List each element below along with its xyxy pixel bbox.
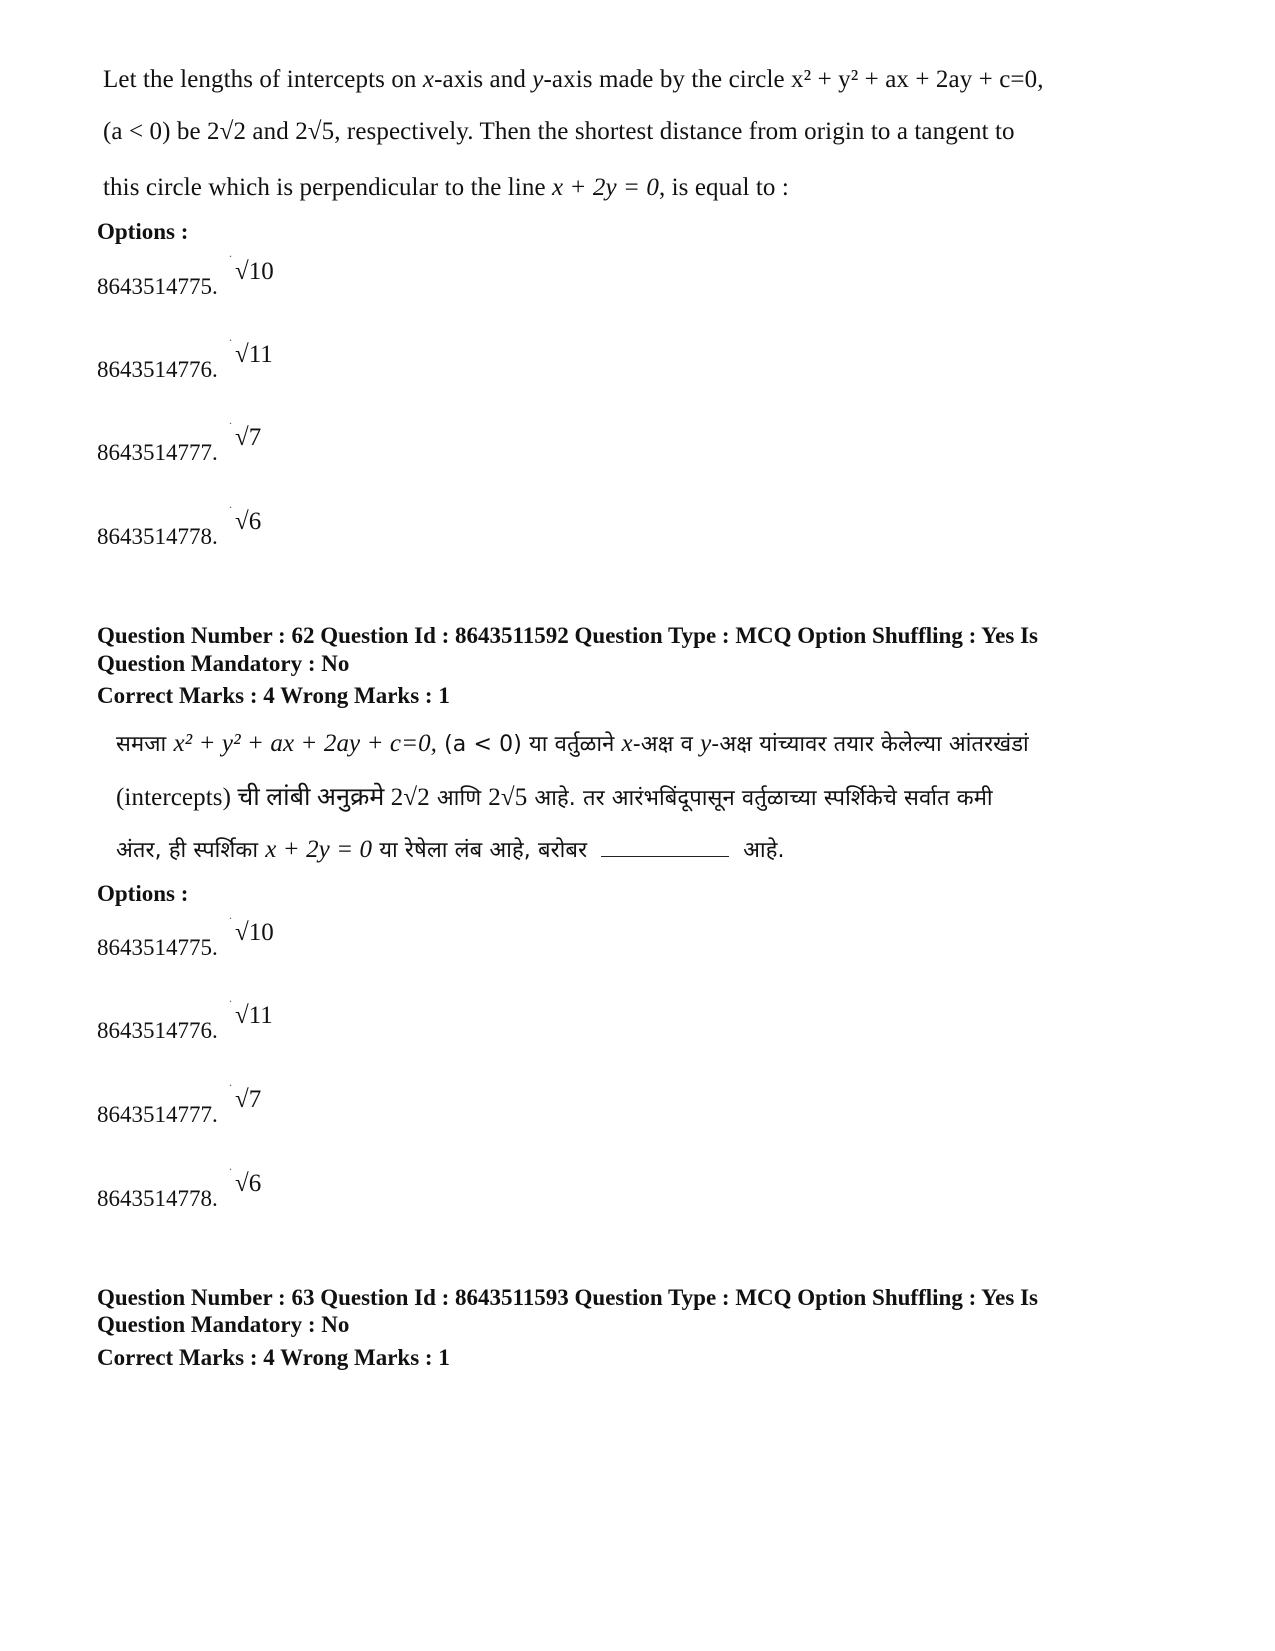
option-id: 8643514778.: [97, 524, 218, 549]
q63-header-line1: Question Number : 63 Question Id : 8643511593 Question Type : MCQ Option Shuffling : Yes Is: [97, 1285, 1038, 1310]
tick-mark: .: [229, 1159, 232, 1173]
q61-text-segment: , respectively. Then the shortest distance from origin to a tangent to: [334, 118, 1015, 145]
q62-marathi-line2: [116, 770, 993, 826]
q61-text-line3: [103, 160, 789, 215]
q62-text-segment: -अक्ष व: [632, 732, 701, 757]
option-id: 8643514776.: [97, 1018, 218, 1043]
var-y: y: [700, 730, 712, 757]
intercept-y-value: 2√5: [295, 118, 335, 145]
q62-text-segment: (a < 0) या वर्तुळाने: [437, 732, 622, 757]
q61-text-segment: and: [246, 118, 296, 145]
q63-header-line2: Question Mandatory : No: [97, 1312, 350, 1337]
q62-header-line1: Question Number : 62 Question Id : 8643511592 Question Type : MCQ Option Shuffling : Yes Is: [97, 623, 1038, 648]
answer-blank: [601, 838, 729, 857]
option-value: √10: [235, 258, 274, 285]
q62-text-segment: आहे. तर आरंभबिंदूपासून वर्तुळाच्या स्पर्शिकेचे सर्वात कमी: [527, 786, 993, 811]
option-id: 8643514778.: [97, 1186, 218, 1211]
q61-text-segment: Let the lengths of intercepts on: [103, 66, 423, 93]
q62-text-segment: -अक्ष यांच्यावर तयार केलेल्या आंतरखंडां: [711, 732, 1029, 757]
q62-text-segment: अंतर, ही स्पर्शिका: [116, 838, 266, 863]
q61-text-line1: [103, 52, 1044, 107]
option-value: √7: [235, 424, 262, 451]
intercept-y-value: 2√5: [488, 784, 528, 811]
var-x: x: [621, 730, 633, 757]
tick-mark: .: [229, 246, 232, 260]
q62-text-segment: या रेषेला लंब आहे, बरोबर: [372, 838, 588, 863]
intercept-x-value: 2√2: [207, 118, 247, 145]
option-id: 8643514777.: [97, 1102, 218, 1127]
option-id: 8643514776.: [97, 357, 218, 382]
q62-text-segment: समजा: [116, 732, 174, 757]
tick-mark: .: [229, 497, 232, 511]
q61-text-segment: -axis made by the circle: [543, 66, 792, 93]
option-id: 8643514775.: [97, 274, 218, 299]
q62-marks: Correct Marks : 4 Wrong Marks : 1: [97, 683, 450, 708]
option-value: √11: [235, 341, 273, 368]
option-value: √10: [235, 919, 274, 946]
q62-marathi-line3: [116, 822, 785, 878]
option-id: 8643514775.: [97, 935, 218, 960]
tick-mark: .: [229, 413, 232, 427]
circle-equation: x² + y² + ax + 2ay + c=0,: [791, 66, 1044, 93]
q63-marks: Correct Marks : 4 Wrong Marks : 1: [97, 1345, 450, 1370]
options-label: Options :: [97, 881, 189, 906]
q61-text-segment: (a < 0) be: [103, 118, 208, 145]
line-equation: x + 2y = 0: [552, 174, 659, 201]
q61-text-segment: this circle which is perpendicular to the line: [103, 174, 552, 201]
q62-text-segment: आहे.: [743, 838, 785, 863]
tick-mark: .: [229, 991, 232, 1005]
line-equation: x + 2y = 0: [265, 836, 373, 863]
options-label: Options :: [97, 219, 189, 244]
q62-marathi-line1: [116, 716, 1029, 772]
q62-text-segment: (intercepts) ची लांबी अनुक्रमे: [116, 784, 391, 811]
q61-text-segment: -axis and: [434, 66, 533, 93]
option-value: √6: [235, 508, 262, 535]
q62-header-line2: Question Mandatory : No: [97, 651, 350, 676]
option-value: √11: [235, 1002, 273, 1029]
var-x: x: [422, 66, 435, 93]
tick-mark: .: [229, 908, 232, 922]
tick-mark: .: [229, 1075, 232, 1089]
option-value: √7: [235, 1086, 262, 1113]
q61-text-line2: [103, 104, 1015, 159]
option-value: √6: [235, 1170, 262, 1197]
q62-text-segment: आणि: [429, 786, 489, 811]
intercept-x-value: 2√2: [390, 784, 430, 811]
tick-mark: .: [229, 330, 232, 344]
var-y: y: [532, 66, 544, 93]
q61-text-segment: , is equal to :: [658, 174, 789, 201]
circle-equation: x² + y² + ax + 2ay + c=0,: [173, 730, 438, 757]
option-id: 8643514777.: [97, 440, 218, 465]
